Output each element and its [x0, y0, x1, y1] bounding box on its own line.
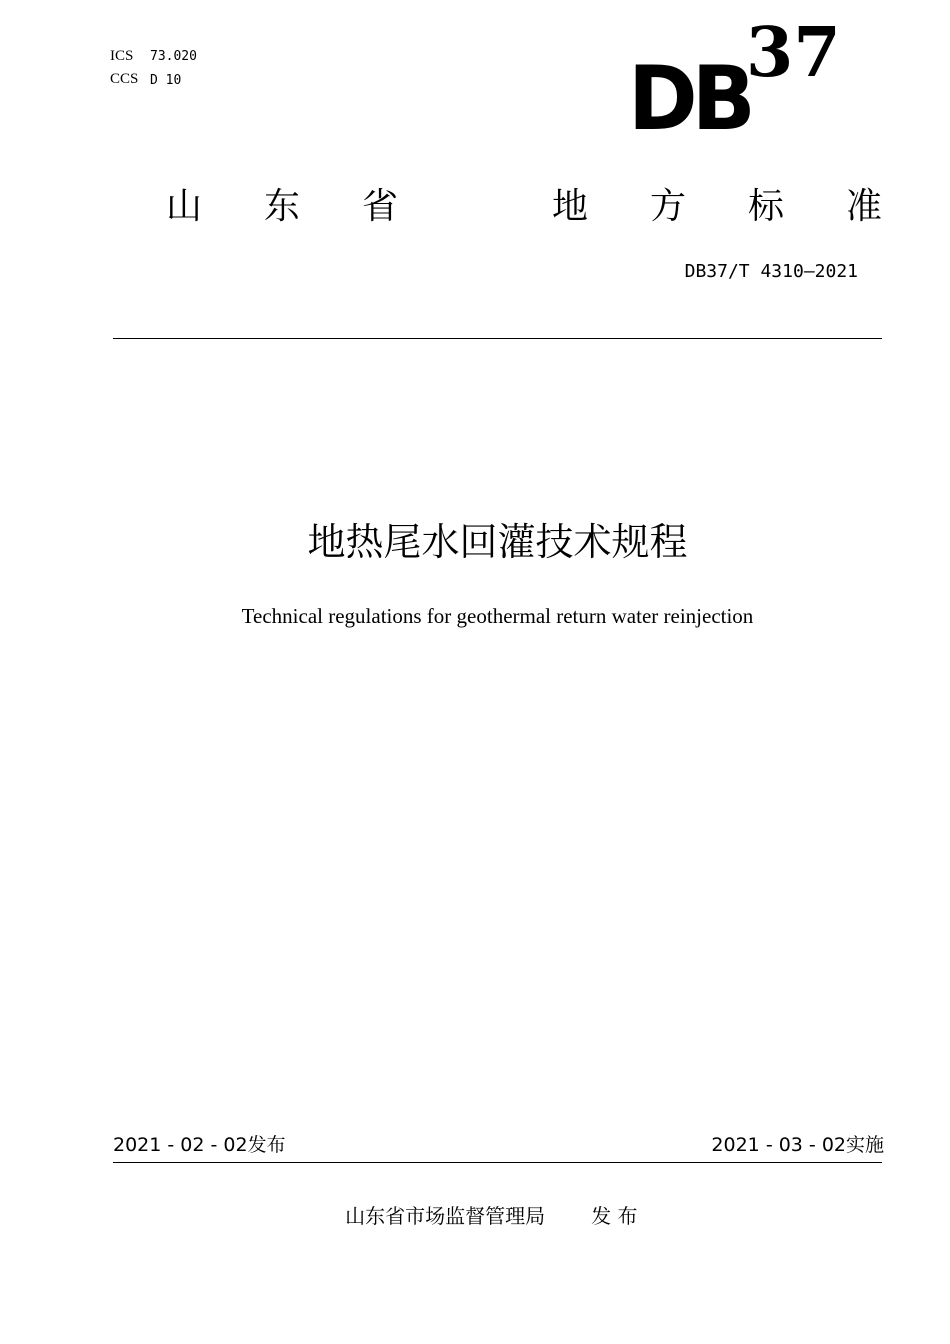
ccs-label: CCS: [110, 71, 139, 87]
standard-type-char: 东: [264, 186, 301, 227]
ccs-value: D 10: [150, 73, 182, 88]
standard-type-char: 省: [362, 186, 399, 227]
document-title-zh: 地热尾水回灌技术规程: [307, 520, 688, 564]
release-date: 2021 - 02 - 02发布: [113, 1134, 286, 1156]
bottom-divider: [113, 1162, 882, 1163]
standard-number: DB37/T 4310—2021: [684, 261, 858, 282]
implementation-date: 2021 - 03 - 02实施: [711, 1134, 884, 1156]
standard-type-heading: [112, 184, 882, 230]
standard-type-char: 标: [747, 186, 784, 227]
standard-type-char: 准: [845, 186, 882, 227]
issuer-line: [0, 1174, 950, 1230]
issuer-name: 山东省市场监督管理局: [345, 1204, 546, 1228]
document-title-en: Technical regulations for geothermal return water reinjection: [241, 604, 754, 628]
top-divider: [113, 338, 882, 339]
ics-label: ICS: [110, 48, 134, 64]
issuer-action: 发 布: [591, 1204, 638, 1228]
spacer: [460, 184, 490, 230]
ics-value: 73.020: [150, 49, 197, 64]
standard-type-char: 方: [649, 186, 686, 227]
province-code: 37: [746, 13, 841, 93]
standard-type-char: 地: [551, 186, 588, 227]
standard-type-char: 山: [166, 186, 203, 227]
db-logo: DB: [628, 47, 750, 151]
